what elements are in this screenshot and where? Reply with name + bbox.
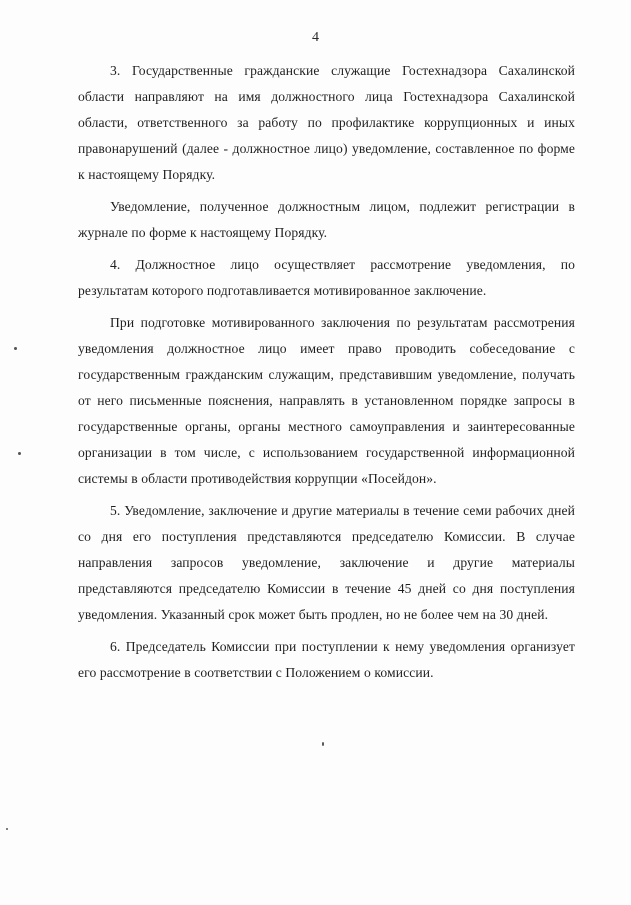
paragraph-5: 5. Уведомление, заключение и другие материалы в течение семи рабочих дней со дня его поступления представляются председателю Комиссии. В случае направления запросов уведомление, заключение и другие материалы представляются председателю Комиссии в течение 45 дней со дня поступления уведомления. Указанный срок может быть продлен, но не более чем на 30 дней. [78, 503, 575, 622]
paragraph-3: 3. Государственные гражданские служащие Гостехнадзора Сахалинской области направляют на имя должностного лица Гостехнадзора Сахалинской области, ответственного за работу по профилактике коррупционных и иных правонарушений (далее - должностное лицо) уведомление, составленное по форме к настоящему Порядку. [78, 63, 575, 182]
scan-speck [6, 828, 8, 830]
page-number: 4 [312, 30, 319, 45]
scan-speck [322, 742, 324, 746]
paragraph-notification-registration: Уведомление, полученное должностным лицом, подлежит регистрации в журнале по форме к настоящему Порядку. [78, 199, 575, 240]
paragraph-conclusion-preparation: При подготовке мотивированного заключения по результатам рассмотрения уведомления должностное лицо имеет право проводить собеседование с государственным гражданским служащим, представившим уведомление, получать от него письменные пояснения, направлять в установленном порядке запросы в государственные органы, органы местного самоуправления и заинтересованные организации в том числе, с использованием государственной информационной системы в области противодействия коррупции «Посейдон». [78, 315, 575, 486]
scan-speck [14, 347, 17, 350]
paragraph-6: 6. Председатель Комиссии при поступлении к нему уведомления организует его рассмотрение в соответствии с Положением о комиссии. [78, 639, 575, 680]
document-body [78, 58, 575, 692]
paragraph-4: 4. Должностное лицо осуществляет рассмотрение уведомления, по результатам которого подготавливается мотивированное заключение. [78, 257, 575, 298]
scan-speck [18, 452, 21, 455]
